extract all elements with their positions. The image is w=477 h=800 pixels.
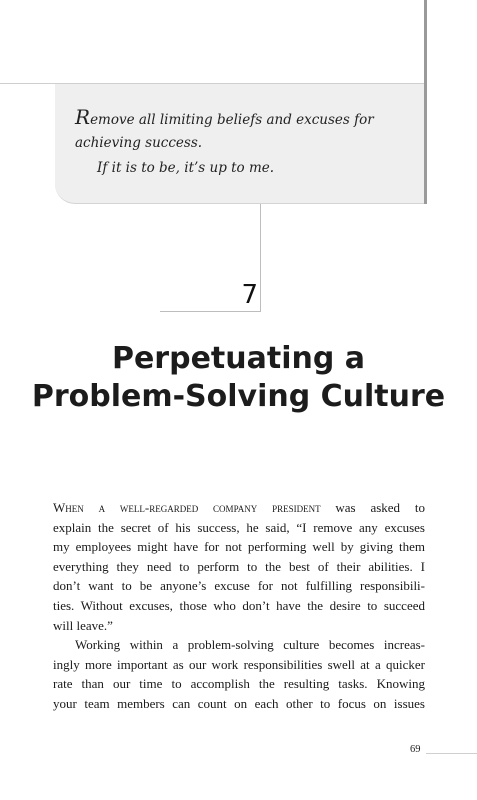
page-number-rule	[426, 753, 477, 754]
paragraph-1-line-4: everything they need to perform to the best of their abilities. I	[53, 558, 425, 574]
chapter-number: 7	[241, 280, 258, 310]
chapter-title-line-2: Problem-Solving Culture	[31, 379, 446, 414]
chapter-horizontal-rule	[160, 311, 261, 312]
top-vertical-rule	[424, 0, 427, 204]
chapter-vertical-rule	[260, 204, 261, 311]
paragraph-2-line-1: Working within a problem-solving culture becomes increas-	[75, 637, 425, 653]
page-number: 69	[410, 744, 421, 755]
paragraph-1-line-6: ties. Without excuses, those who don’t have the desire to succeed	[53, 597, 425, 613]
epigraph-initial: R	[75, 105, 91, 129]
paragraph-1-line-5: don’t want to be anyone’s excuse for not fulfilling responsibili-	[53, 578, 425, 594]
epigraph-line-3: If it is to be, it’s up to me.	[97, 160, 275, 176]
paragraph-1-lead-in: When a well-regarded company president	[53, 500, 321, 515]
paragraph-1-line-1-text: was asked to	[320, 500, 425, 515]
paragraph-2-line-4: your team members can count on each other to focus on issues	[53, 695, 425, 711]
chapter-title-line-1: Perpetuating a	[111, 341, 366, 376]
paragraph-2-line-3: rate than our time to accomplish the resulting tasks. Knowing	[53, 676, 425, 692]
chapter-title	[0, 340, 477, 416]
epigraph-line-2: achieving success.	[75, 135, 203, 151]
epigraph-box	[55, 84, 424, 204]
body-text	[53, 498, 425, 714]
epigraph-line-1	[75, 105, 374, 129]
paragraph-2-line-2: ingly more important as our work responsibilities swell at a quicker	[53, 656, 425, 672]
paragraph-1-line-3: my employees might have for not performing well by giving them	[53, 539, 425, 555]
paragraph-1-line-7: will leave.”	[53, 617, 113, 633]
paragraph-1-line-1	[53, 498, 425, 518]
epigraph-line-1-text: emove all limiting beliefs and excuses for	[90, 112, 374, 128]
paragraph-1-line-2: explain the secret of his success, he said, “I remove any excuses	[53, 519, 425, 535]
